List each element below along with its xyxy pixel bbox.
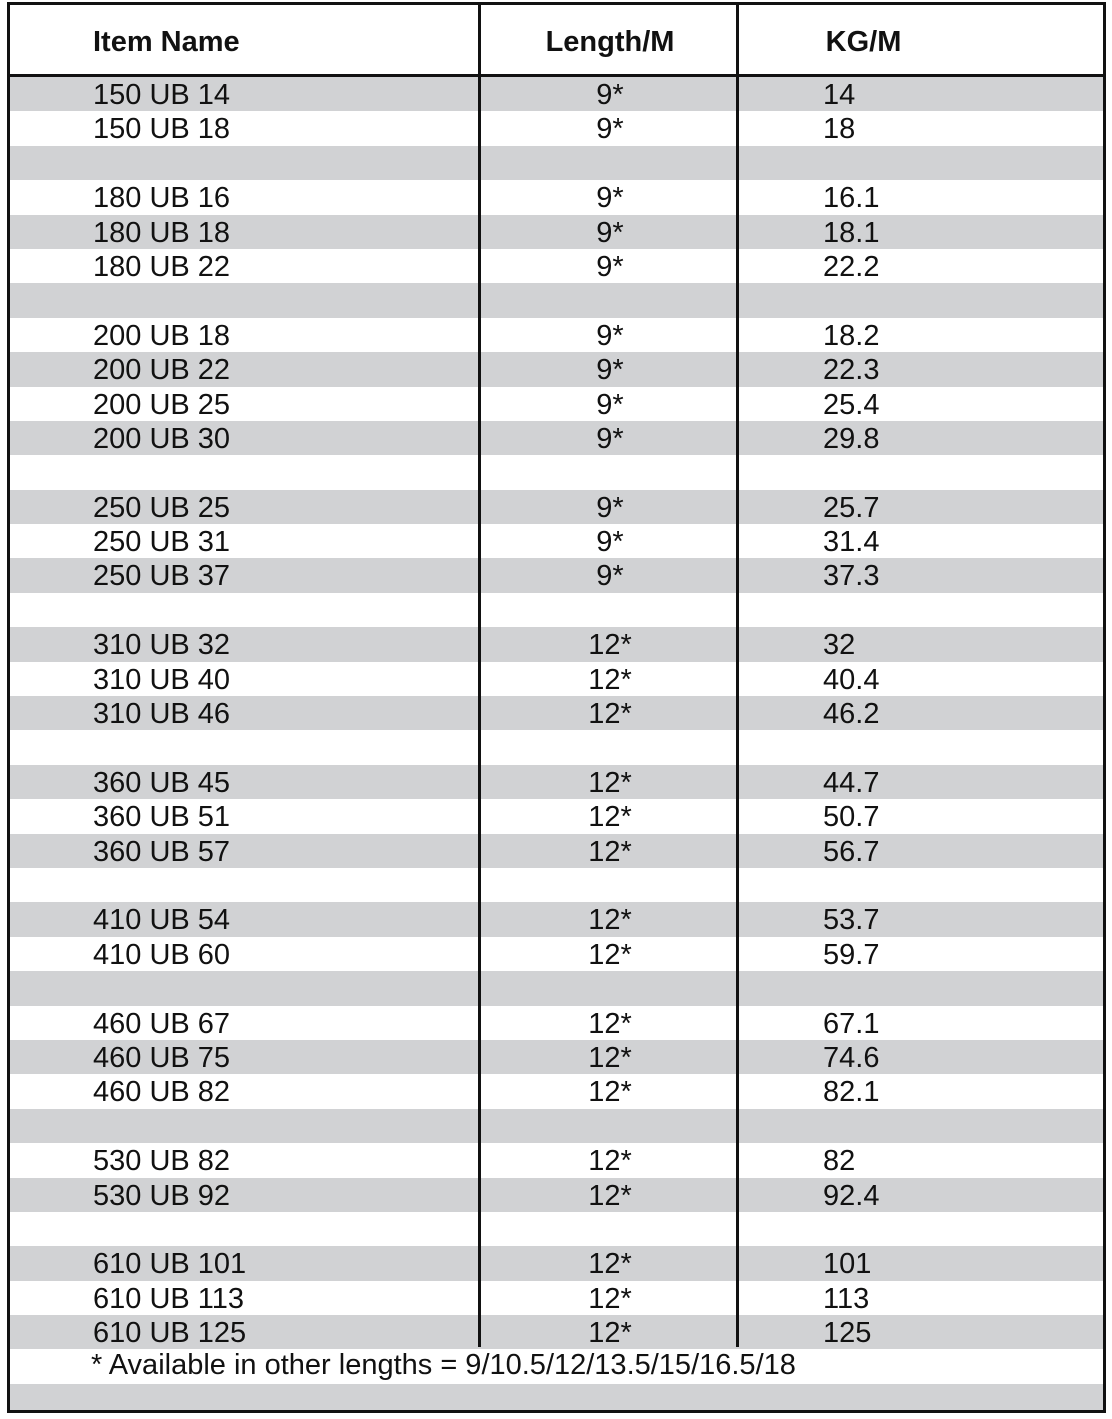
table-row (10, 1006, 1103, 1040)
cell-item-name: 530 UB 82 (93, 1145, 231, 1178)
cell-kg-per-m: 82 (823, 1145, 856, 1178)
cell-item-name: 410 UB 54 (93, 904, 231, 937)
cell-item-name: 460 UB 75 (93, 1041, 231, 1074)
cell-item-name: 200 UB 25 (93, 388, 231, 421)
table-row (10, 215, 1103, 249)
cell-length: 9* (596, 422, 624, 455)
cell-length: 12* (588, 1248, 632, 1281)
cell-item-name: 460 UB 67 (93, 1007, 231, 1040)
cell-kg-per-m: 113 (823, 1282, 870, 1315)
table-row (10, 1315, 1103, 1349)
cell-length: 12* (588, 1007, 632, 1040)
cell-kg-per-m: 29.8 (823, 422, 880, 455)
cell-kg-per-m: 56.7 (823, 835, 880, 868)
cell-length: 9* (596, 79, 624, 111)
table-row (10, 249, 1103, 283)
cell-item-name: 410 UB 60 (93, 938, 231, 971)
table-row (10, 1281, 1103, 1315)
cell-length: 12* (588, 1041, 632, 1074)
table-row (10, 696, 1103, 730)
cell-kg-per-m: 44.7 (823, 766, 880, 799)
cell-item-name: 200 UB 30 (93, 422, 231, 455)
cell-length: 12* (588, 1145, 632, 1178)
table-frame (7, 2, 1106, 1413)
table-row (10, 662, 1103, 696)
cell-kg-per-m: 40.4 (823, 663, 880, 696)
table-row (10, 937, 1103, 971)
cell-kg-per-m: 18.1 (823, 216, 880, 249)
column-divider-1 (478, 5, 481, 1347)
cell-item-name: 200 UB 22 (93, 354, 231, 387)
cell-kg-per-m: 18.2 (823, 319, 880, 352)
table-row (10, 421, 1103, 455)
cell-kg-per-m: 25.4 (823, 388, 880, 421)
table-row (10, 1040, 1103, 1074)
cell-kg-per-m: 22.3 (823, 354, 880, 387)
cell-length: 9* (596, 319, 624, 352)
table-row (10, 387, 1103, 421)
cell-length: 9* (596, 354, 624, 387)
cell-kg-per-m: 25.7 (823, 491, 880, 524)
footnote: * Available in other lengths = 9/10.5/12/13.5/15/16.5/18 (91, 1349, 796, 1381)
cell-item-name: 610 UB 101 (93, 1248, 247, 1281)
table-row (10, 1246, 1103, 1280)
bottom-stripe (10, 1384, 1103, 1413)
cell-item-name: 530 UB 92 (93, 1179, 231, 1212)
cell-length: 9* (596, 560, 624, 593)
cell-item-name: 360 UB 57 (93, 835, 231, 868)
table-row (10, 834, 1103, 868)
table-row (10, 799, 1103, 833)
table-row (10, 111, 1103, 145)
cell-kg-per-m: 53.7 (823, 904, 880, 937)
cell-kg-per-m: 16.1 (823, 182, 880, 215)
cell-kg-per-m: 22.2 (823, 250, 880, 283)
cell-item-name: 360 UB 45 (93, 766, 231, 799)
table-row (10, 180, 1103, 214)
cell-length: 12* (588, 766, 632, 799)
cell-kg-per-m: 14 (823, 79, 856, 111)
cell-length: 9* (596, 216, 624, 249)
cell-item-name: 180 UB 22 (93, 250, 231, 283)
table-row (10, 627, 1103, 661)
cell-item-name: 250 UB 37 (93, 560, 231, 593)
cell-item-name: 310 UB 40 (93, 663, 231, 696)
cell-length: 12* (588, 801, 632, 834)
cell-length: 12* (588, 663, 632, 696)
table-row (10, 1212, 1103, 1246)
cell-kg-per-m: 50.7 (823, 801, 880, 834)
table-row (10, 1143, 1103, 1177)
table-row (10, 77, 1103, 111)
cell-item-name: 250 UB 25 (93, 491, 231, 524)
cell-length: 12* (588, 938, 632, 971)
cell-length: 9* (596, 250, 624, 283)
table-row (10, 868, 1103, 902)
table-body (10, 77, 1103, 1349)
cell-item-name: 150 UB 14 (93, 79, 231, 111)
cell-kg-per-m: 101 (823, 1248, 872, 1281)
column-header-kg-per-m: KG/M (825, 26, 902, 58)
cell-length: 12* (588, 698, 632, 731)
cell-kg-per-m: 125 (823, 1317, 872, 1350)
cell-length: 9* (596, 388, 624, 421)
cell-length: 12* (588, 904, 632, 937)
cell-length: 9* (596, 491, 624, 524)
table-row (10, 1178, 1103, 1212)
cell-length: 12* (588, 629, 632, 662)
cell-kg-per-m: 46.2 (823, 698, 880, 731)
cell-item-name: 310 UB 46 (93, 698, 231, 731)
column-divider-2 (736, 5, 739, 1347)
cell-length: 9* (596, 113, 624, 146)
cell-item-name: 180 UB 16 (93, 182, 231, 215)
cell-length: 12* (588, 1282, 632, 1315)
cell-kg-per-m: 67.1 (823, 1007, 880, 1040)
cell-length: 12* (588, 1179, 632, 1212)
table-row (10, 524, 1103, 558)
column-header-item-name: Item Name (93, 26, 240, 58)
table-row (10, 455, 1103, 489)
table-row (10, 1109, 1103, 1143)
table-row (10, 490, 1103, 524)
table-header (10, 5, 1103, 77)
table-row (10, 283, 1103, 317)
cell-length: 9* (596, 182, 624, 215)
table-row (10, 902, 1103, 936)
table-row (10, 146, 1103, 180)
cell-item-name: 250 UB 31 (93, 526, 231, 559)
table-row (10, 1074, 1103, 1108)
cell-kg-per-m: 74.6 (823, 1041, 880, 1074)
table-row (10, 593, 1103, 627)
cell-item-name: 150 UB 18 (93, 113, 231, 146)
cell-item-name: 610 UB 125 (93, 1317, 247, 1350)
cell-item-name: 200 UB 18 (93, 319, 231, 352)
table-row (10, 730, 1103, 764)
cell-kg-per-m: 92.4 (823, 1179, 880, 1212)
cell-item-name: 310 UB 32 (93, 629, 231, 662)
cell-kg-per-m: 18 (823, 113, 856, 146)
table-row (10, 318, 1103, 352)
cell-item-name: 460 UB 82 (93, 1076, 231, 1109)
cell-length: 12* (588, 1076, 632, 1109)
cell-kg-per-m: 82.1 (823, 1076, 880, 1109)
table-row (10, 971, 1103, 1005)
cell-item-name: 610 UB 113 (93, 1282, 245, 1315)
table-row (10, 765, 1103, 799)
column-header-length: Length/M (545, 26, 675, 58)
table-row (10, 558, 1103, 592)
table-row (10, 352, 1103, 386)
cell-item-name: 180 UB 18 (93, 216, 231, 249)
cell-kg-per-m: 31.4 (823, 526, 880, 559)
cell-kg-per-m: 32 (823, 629, 856, 662)
cell-length: 12* (588, 1317, 632, 1350)
cell-length: 12* (588, 835, 632, 868)
cell-kg-per-m: 59.7 (823, 938, 880, 971)
cell-length: 9* (596, 526, 624, 559)
cell-kg-per-m: 37.3 (823, 560, 880, 593)
cell-item-name: 360 UB 51 (93, 801, 231, 834)
